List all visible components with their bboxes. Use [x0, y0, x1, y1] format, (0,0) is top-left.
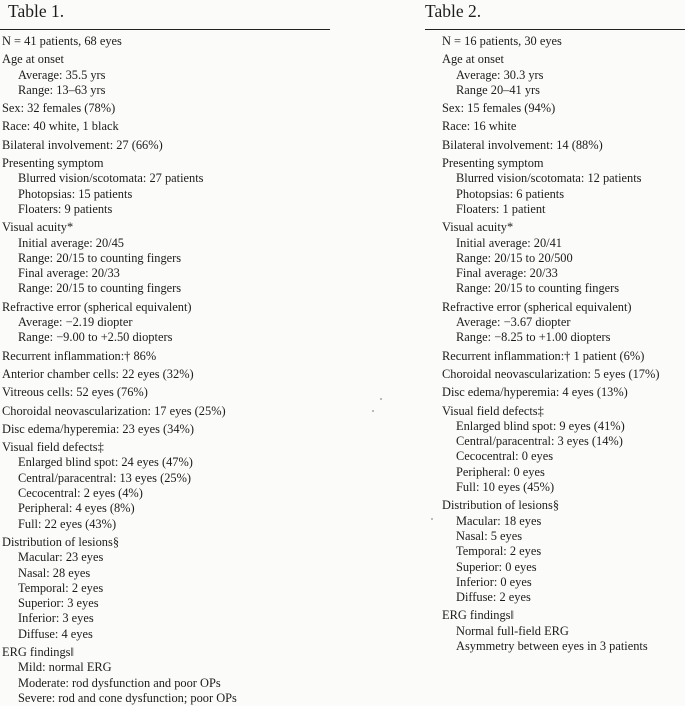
- table-2-row: Floaters: 1 patient: [456, 201, 546, 216]
- table-2-row: Inferior: 0 eyes: [456, 574, 532, 589]
- table-1-row: Visual field defects‡: [2, 440, 104, 455]
- table-2-row: Average: 30.3 yrs: [456, 67, 544, 82]
- table-2-row: Range: −8.25 to +1.00 diopters: [456, 330, 611, 345]
- table-2-rule: [425, 29, 685, 30]
- table-2-row: Disc edema/hyperemia: 4 eyes (13%): [442, 385, 628, 400]
- table-2-row: Asymmetry between eyes in 3 patients: [456, 638, 648, 653]
- scan-speck: [372, 410, 374, 412]
- table-1-title: Table 1.: [8, 1, 65, 21]
- table-2-row: Superior: 0 eyes: [456, 559, 537, 574]
- table-1-row: Sex: 32 females (78%): [2, 101, 116, 116]
- table-2-row: Blurred vision/scotomata: 12 patients: [456, 171, 642, 186]
- table-2-title: Table 2.: [425, 1, 482, 21]
- table-1-row: Vitreous cells: 52 eyes (76%): [2, 385, 148, 400]
- table-2-row: Macular: 18 eyes: [456, 513, 542, 528]
- table-2-row: Race: 16 white: [442, 119, 517, 134]
- table-2-row: Range 20–41 yrs: [456, 82, 540, 97]
- table-2-row: N = 16 patients, 30 eyes: [442, 34, 562, 48]
- scan-speck: [431, 518, 433, 520]
- table-1-row: Presenting symptom: [2, 156, 104, 171]
- table-1-row: Blurred vision/scotomata: 27 patients: [18, 171, 204, 186]
- table-1-row: Anterior chamber cells: 22 eyes (32%): [2, 366, 194, 381]
- table-1-row: Enlarged blind spot: 24 eyes (47%): [18, 455, 193, 470]
- table-1-row: Floaters: 9 patients: [18, 201, 113, 216]
- table-2-row: Peripheral: 0 eyes: [456, 464, 545, 479]
- table-2-row: Photopsias: 6 patients: [456, 186, 565, 201]
- table-1-row: Age at onset: [2, 52, 64, 67]
- table-2-row: Distribution of lesions§: [442, 498, 560, 513]
- table-1-row: Average: 35.5 yrs: [18, 67, 106, 82]
- table-2-row: Temporal: 2 eyes: [456, 544, 542, 559]
- table-1-row: Temporal: 2 eyes: [18, 580, 104, 595]
- table-1-row: Choroidal neovascularization: 17 eyes (25%): [2, 403, 226, 418]
- table-2-rows: [425, 34, 685, 654]
- table-2-row: Initial average: 20/41: [456, 235, 562, 250]
- table-1-row: Range: 20/15 to counting fingers: [18, 250, 182, 265]
- table-1-row: Mild: normal ERG: [18, 660, 112, 675]
- table-1-row: N = 41 patients, 68 eyes: [2, 34, 122, 48]
- table-1-row: Moderate: rod dysfunction and poor OPs: [18, 675, 221, 690]
- table-1: [0, 0, 330, 706]
- table-1-row: Bilateral involvement: 27 (66%): [2, 137, 163, 152]
- table-1-row: Cecocentral: 2 eyes (4%): [18, 486, 143, 501]
- table-1-row: ERG findings‖: [2, 644, 74, 659]
- table-2-row: Full: 10 eyes (45%): [456, 480, 555, 495]
- table-1-row: Inferior: 3 eyes: [18, 611, 94, 626]
- table-1-row: Central/paracentral: 13 eyes (25%): [18, 470, 192, 485]
- table-2-row: Enlarged blind spot: 9 eyes (41%): [456, 418, 625, 433]
- table-1-row: Severe: rod and cone dysfunction; poor OPs: [18, 690, 237, 705]
- table-1-row: Refractive error (spherical equivalent): [2, 299, 192, 314]
- table-1-row: Photopsias: 15 patients: [18, 186, 133, 201]
- table-1-row: Peripheral: 4 eyes (8%): [18, 501, 135, 516]
- table-1-row: Race: 40 white, 1 black: [2, 119, 119, 134]
- table-2-row: Refractive error (spherical equivalent): [442, 299, 632, 314]
- table-2-row: Recurrent inflammation:† 1 patient (6%): [442, 348, 645, 363]
- table-2-row: Choroidal neovascularization: 5 eyes (17%): [442, 366, 660, 381]
- table-1-row: Final average: 20/33: [18, 266, 120, 281]
- table-1-row: Recurrent inflammation:† 86%: [2, 348, 157, 363]
- table-2-row: Visual field defects‡: [442, 403, 544, 418]
- table-2-row: Average: −3.67 diopter: [456, 315, 571, 330]
- table-2-row: Presenting symptom: [442, 156, 544, 171]
- table-2-row: ERG findings‖: [442, 608, 514, 623]
- table-1-row: Visual acuity*: [2, 220, 74, 235]
- table-1-row: Average: −2.19 diopter: [18, 315, 133, 330]
- table-1-row: Distribution of lesions§: [2, 534, 120, 549]
- table-1-row: Nasal: 28 eyes: [18, 565, 91, 580]
- table-2-row: Visual acuity*: [442, 220, 514, 235]
- table-1-row: Initial average: 20/45: [18, 235, 124, 250]
- table-2-row: Cecocentral: 0 eyes: [456, 449, 554, 464]
- table-2-row: Central/paracentral: 3 eyes (14%): [456, 434, 623, 449]
- table-2-row: Range: 20/15 to 20/500: [456, 250, 573, 265]
- table-2-row: Bilateral involvement: 14 (88%): [442, 137, 603, 152]
- table-2: [425, 0, 685, 654]
- table-1-row: Disc edema/hyperemia: 23 eyes (34%): [2, 421, 194, 436]
- table-1-row: Diffuse: 4 eyes: [18, 626, 93, 641]
- table-1-row: Macular: 23 eyes: [18, 550, 104, 565]
- table-2-row: Final average: 20/33: [456, 266, 558, 281]
- table-1-row: Range: 13–63 yrs: [18, 82, 106, 97]
- table-2-row: Age at onset: [442, 52, 504, 67]
- table-1-rows: [0, 34, 330, 706]
- table-1-rule: [0, 29, 330, 30]
- table-1-row: Range: −9.00 to +2.50 diopters: [18, 330, 173, 345]
- table-2-row: Sex: 15 females (94%): [442, 101, 556, 116]
- table-2-row: Range: 20/15 to counting fingers: [456, 281, 620, 296]
- table-2-row: Nasal: 5 eyes: [456, 528, 523, 543]
- table-1-row: Range: 20/15 to counting fingers: [18, 281, 182, 296]
- table-2-row: Normal full-field ERG: [456, 623, 569, 638]
- scan-speck: [380, 398, 382, 400]
- table-1-row: Superior: 3 eyes: [18, 596, 99, 611]
- table-2-row: Diffuse: 2 eyes: [456, 590, 531, 605]
- table-1-row: Full: 22 eyes (43%): [18, 516, 117, 531]
